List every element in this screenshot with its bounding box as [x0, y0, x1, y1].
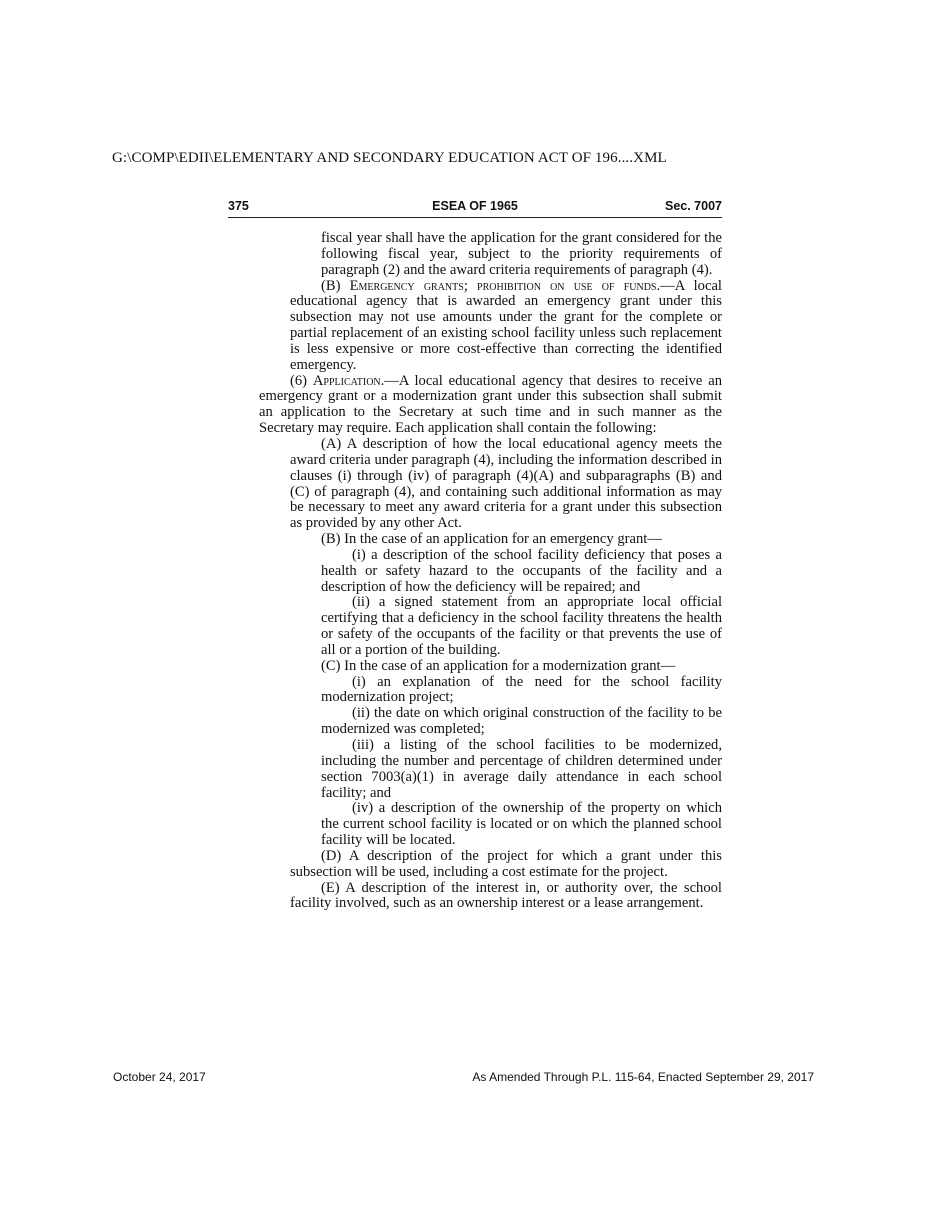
clause-b-i: (i) a description of the school facility deficiency that poses a health or safety hazard to the occupants of the facility and a description of how the deficiency will be repaired; and	[321, 546, 722, 595]
page-header	[228, 198, 722, 218]
clause-c-iv: (iv) a description of the ownership of the property on which the current school facility is located or on which the planned school facility will be located.	[321, 800, 722, 849]
paragraph-6-application	[259, 374, 722, 437]
subparagraph-c: (C) In the case of an application for a modernization grant—	[321, 657, 676, 674]
act-title: ESEA OF 1965	[432, 199, 518, 213]
subparagraph-b: (B) In the case of an application for an emergency grant—	[321, 531, 662, 548]
paragraph-label: (6)	[290, 372, 313, 389]
subparagraph-a: (A) A description of how the local educational agency meets the award criteria under paragraph (4), including the information described in clauses (i) through (iv) of paragraph (4)(A) and subparagraphs (B) and (C) of paragraph (4), and containing such additional information as may be necessary to meet any award criteria for a grant under this subsection as provided by any other Act.	[290, 435, 722, 532]
subparagraph-d: (D) A description of the project for which a grant under this subsection will be used, including a cost estimate for the project.	[290, 847, 722, 880]
clause-b-ii: (ii) a signed statement from an appropriate local official certifying that a deficiency in the school facility threatens the health or safety of the occupants of the facility or that prevents the use of all or a portion of the building.	[321, 594, 722, 658]
clause-c-i: (i) an explanation of the need for the school facility modernization project;	[321, 673, 722, 706]
subparagraph-label: (B)	[321, 277, 350, 294]
footer-date: October 24, 2017	[113, 1070, 206, 1084]
subparagraph-heading: Emergency grants; prohibition on use of funds	[349, 277, 657, 294]
subparagraph-body: .—A local educational agency that is awarded an emergency grant under this subsection may not use amounts under the grant for the complete or partial replacement of an existing school facility unless such replacement is less expensive or more cost-effective than correcting the identified emergency.	[290, 277, 722, 373]
page-number: 375	[228, 199, 249, 213]
file-path: G:\COMP\EDII\ELEMENTARY AND SECONDARY EDUCATION ACT OF 196....XML	[112, 150, 667, 166]
subparagraph-b-emergency	[259, 279, 722, 374]
paragraph-body: .—A local educational agency that desires to receive an emergency grant or a modernization grant under this subsection shall submit an application to the Secretary at such time and in such manner as the Secretary may require. Each application shall contain the following:	[259, 372, 723, 437]
footer-amended-through: As Amended Through P.L. 115-64, Enacted September 29, 2017	[472, 1070, 814, 1084]
paragraph-heading: Application	[312, 372, 381, 389]
subparagraph-e: (E) A description of the interest in, or authority over, the school facility involved, such as an ownership interest or a lease arrangement.	[290, 879, 722, 912]
clause-c-ii: (ii) the date on which original construction of the facility to be modernized was completed;	[321, 705, 722, 738]
continued-paragraph: fiscal year shall have the application for the grant considered for the following fiscal year, subject to the priority requirements of paragraph (2) and the award criteria requirements of paragraph (4).	[321, 230, 722, 278]
statute-text	[259, 231, 722, 912]
clause-c-iii: (iii) a listing of the school facilities to be modernized, including the number and percentage of children determined under section 7003(a)(1) in average daily attendance in each school facility; and	[321, 737, 722, 801]
section-number: Sec. 7007	[665, 199, 722, 213]
